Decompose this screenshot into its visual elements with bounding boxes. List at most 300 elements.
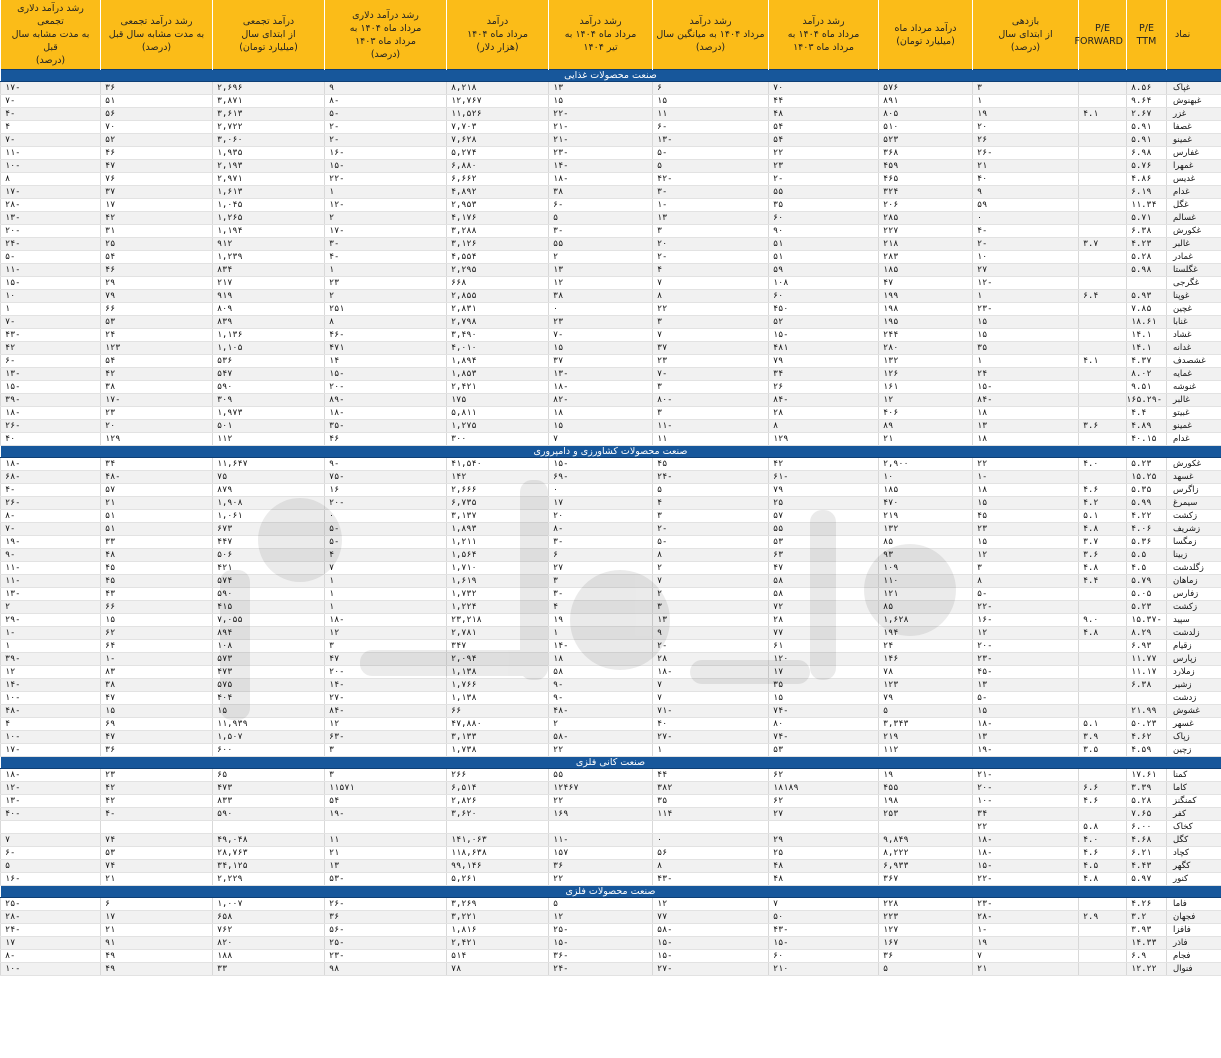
pe-forward-cell: [1079, 264, 1127, 277]
cumulative-usd-growth-cell: -۲۵: [1, 898, 101, 911]
pe-forward-cell: ۳.۷: [1079, 238, 1127, 251]
ytd-return-cell: ۲۰: [973, 121, 1079, 134]
pe-ttm-cell: ۴۰.۱۵: [1127, 433, 1167, 446]
monthly-revenue-cell: ۱۹: [879, 769, 973, 782]
usd-growth-yoy-cell: -۲۰: [325, 381, 447, 394]
cumulative-growth-cell: ۱۲۹: [101, 433, 213, 446]
growth-yoy-cell: -۷۴: [769, 705, 879, 718]
cumulative-revenue-cell: ۵۳۶: [213, 355, 325, 368]
pe-ttm-cell: ۵.۲۸: [1127, 251, 1167, 264]
pe-forward-cell: ۴.۴: [1079, 575, 1127, 588]
ytd-return-cell: ۱۰: [973, 251, 1079, 264]
pe-forward-cell: [1079, 433, 1127, 446]
growth-mom-cell: ۱۵: [549, 420, 653, 433]
cumulative-revenue-cell: ۶۷۳: [213, 523, 325, 536]
cumulative-revenue-cell: ۵۹۰: [213, 808, 325, 821]
cumulative-usd-growth-cell: -۱۸: [1, 458, 101, 471]
ytd-return-cell: -۲۱: [973, 769, 1079, 782]
cumulative-revenue-cell: ۸۳۴: [213, 264, 325, 277]
monthly-revenue-cell: ۱,۶۲۸: [879, 614, 973, 627]
growth-mom-cell: ۲۲: [549, 795, 653, 808]
symbol-cell: فجام: [1167, 950, 1221, 963]
cumulative-growth-cell: ۸۳: [101, 666, 213, 679]
growth-vs-avg-cell: -۲: [653, 523, 769, 536]
cumulative-usd-growth-cell: -۲۴: [1, 238, 101, 251]
pe-forward-cell: ۴.۰: [1079, 458, 1127, 471]
table-row: [1, 497, 1221, 510]
cumulative-revenue-cell: ۵۹۰: [213, 588, 325, 601]
pe-forward-cell: [1079, 303, 1127, 316]
growth-vs-avg-cell: -۸۰: [653, 394, 769, 407]
symbol-cell: غدانه: [1167, 342, 1221, 355]
usd-growth-yoy-cell: -۵: [325, 523, 447, 536]
cumulative-usd-growth-cell: -۴: [1, 484, 101, 497]
usd-revenue-cell: ۱,۶۱۹: [447, 575, 549, 588]
ytd-return-cell: ۳۵: [973, 342, 1079, 355]
growth-mom-cell: -۹: [549, 679, 653, 692]
cumulative-usd-growth-cell: ۱۲: [1, 666, 101, 679]
usd-growth-yoy-cell: ۱۲: [325, 718, 447, 731]
cumulative-growth-cell: ۱۷: [101, 199, 213, 212]
growth-yoy-cell: ۲۵: [769, 497, 879, 510]
growth-yoy-cell: ۵۵: [769, 523, 879, 536]
pe-forward-cell: ۳.۷: [1079, 536, 1127, 549]
symbol-cell: زشریف: [1167, 523, 1221, 536]
pe-ttm-cell: ۵.۳۶: [1127, 536, 1167, 549]
growth-vs-avg-cell: ۱۱۴: [653, 808, 769, 821]
usd-revenue-cell: ۴۷,۸۸۰: [447, 718, 549, 731]
table-row: [1, 510, 1221, 523]
pe-ttm-cell: ۱۲.۲۲: [1127, 963, 1167, 976]
monthly-revenue-cell: ۲۴۴: [879, 329, 973, 342]
cumulative-revenue-cell: ۱,۲۶۵: [213, 212, 325, 225]
symbol-cell: غدام: [1167, 186, 1221, 199]
growth-yoy-cell: ۲۷: [769, 808, 879, 821]
pe-forward-cell: [1079, 407, 1127, 420]
symbol-cell: زلدشت: [1167, 627, 1221, 640]
ytd-return-cell: -۴۵: [973, 666, 1079, 679]
growth-vs-avg-cell: -۲: [653, 640, 769, 653]
ytd-return-cell: -۱۲: [973, 277, 1079, 290]
cumulative-usd-growth-cell: -۱۹: [1, 536, 101, 549]
growth-yoy-cell: ۲۱۰: [769, 963, 879, 976]
ytd-return-cell: -۱: [973, 924, 1079, 937]
cumulative-revenue-cell: ۵۷۵: [213, 679, 325, 692]
cumulative-revenue-cell: ۸۷۹: [213, 484, 325, 497]
pe-ttm-cell: ۵۰.۲۳: [1127, 718, 1167, 731]
usd-growth-yoy-cell: -۹: [325, 458, 447, 471]
growth-yoy-cell: ۵۰: [769, 911, 879, 924]
symbol-cell: زقیام: [1167, 640, 1221, 653]
cumulative-growth-cell: ۷۹: [101, 290, 213, 303]
cumulative-usd-growth-cell: -۸: [1, 510, 101, 523]
cumulative-usd-growth-cell: -۱۱: [1, 147, 101, 160]
pe-forward-cell: ۴.۰: [1079, 834, 1127, 847]
symbol-cell: زملارد: [1167, 666, 1221, 679]
header-pe-ttm: P/E TTM: [1127, 0, 1167, 70]
usd-growth-yoy-cell: ۱: [325, 601, 447, 614]
growth-yoy-cell: ۴۲: [769, 458, 879, 471]
growth-vs-avg-cell: ۳: [653, 316, 769, 329]
cumulative-growth-cell: [101, 821, 213, 834]
monthly-revenue-cell: ۴۵۹: [879, 160, 973, 173]
usd-revenue-cell: ۱,۲۲۴: [447, 601, 549, 614]
usd-revenue-cell: ۱,۷۶۶: [447, 679, 549, 692]
cumulative-usd-growth-cell: -۲۶: [1, 497, 101, 510]
growth-yoy-cell: ۲۵: [769, 847, 879, 860]
growth-mom-cell: -۱۱: [549, 834, 653, 847]
symbol-cell: زکشت: [1167, 510, 1221, 523]
pe-forward-cell: [1079, 134, 1127, 147]
symbol-cell: کچاد: [1167, 847, 1221, 860]
cumulative-growth-cell: ۴۵: [101, 562, 213, 575]
cumulative-usd-growth-cell: -۱۴: [1, 679, 101, 692]
ytd-return-cell: -۱۸: [973, 718, 1079, 731]
growth-mom-cell: ۵۸: [549, 666, 653, 679]
pe-ttm-cell: ۲۱.۹۹: [1127, 705, 1167, 718]
growth-mom-cell: -۱۳: [549, 368, 653, 381]
table-row: [1, 769, 1221, 782]
growth-mom-cell: -۴۸: [549, 705, 653, 718]
growth-yoy-cell: ۶۱: [769, 640, 879, 653]
symbol-cell: غنوشه: [1167, 381, 1221, 394]
cumulative-growth-cell: ۴۷: [101, 731, 213, 744]
pe-ttm-cell: ۵.۹۳: [1127, 290, 1167, 303]
usd-growth-yoy-cell: -۴۶: [325, 329, 447, 342]
pe-forward-cell: [1079, 937, 1127, 950]
usd-growth-yoy-cell: -۸۹: [325, 394, 447, 407]
cumulative-revenue-cell: ۸۹۴: [213, 627, 325, 640]
pe-ttm-cell: ۱۴.۳۳: [1127, 937, 1167, 950]
growth-vs-avg-cell: ۸: [653, 860, 769, 873]
growth-vs-avg-cell: -۵۸: [653, 924, 769, 937]
ytd-return-cell: ۴۰: [973, 173, 1079, 186]
cumulative-revenue-cell: ۱۱,۹۳۹: [213, 718, 325, 731]
cumulative-growth-cell: ۱۲۳: [101, 342, 213, 355]
growth-mom-cell: ۱۵: [549, 342, 653, 355]
cumulative-usd-growth-cell: -۴۳: [1, 329, 101, 342]
cumulative-growth-cell: ۳۴: [101, 458, 213, 471]
table-row: [1, 420, 1221, 433]
growth-vs-avg-cell: ۷: [653, 575, 769, 588]
usd-revenue-cell: ۲,۰۹۴: [447, 653, 549, 666]
monthly-revenue-cell: ۸۹۱: [879, 95, 973, 108]
cumulative-growth-cell: ۴۳: [101, 588, 213, 601]
growth-vs-avg-cell: -۶: [653, 121, 769, 134]
usd-growth-yoy-cell: -۱۲: [325, 199, 447, 212]
growth-yoy-cell: ۵۸: [769, 575, 879, 588]
pe-forward-cell: [1079, 212, 1127, 225]
cumulative-revenue-cell: ۲۱۷: [213, 277, 325, 290]
usd-revenue-cell: ۲,۷۸۱: [447, 627, 549, 640]
usd-revenue-cell: ۲۶۶: [447, 769, 549, 782]
pe-forward-cell: [1079, 277, 1127, 290]
ytd-return-cell: ۳: [973, 82, 1079, 95]
growth-vs-avg-cell: ۷۷: [653, 911, 769, 924]
monthly-revenue-cell: ۲۱: [879, 433, 973, 446]
ytd-return-cell: ۲۴: [973, 368, 1079, 381]
pe-forward-cell: ۴.۸: [1079, 562, 1127, 575]
table-row: [1, 679, 1221, 692]
growth-vs-avg-cell: ۱۲: [653, 898, 769, 911]
symbol-cell: زپاک: [1167, 731, 1221, 744]
growth-yoy-cell: ۷۷: [769, 627, 879, 640]
usd-revenue-cell: ۲,۴۲۱: [447, 381, 549, 394]
cumulative-usd-growth-cell: -۲۸: [1, 199, 101, 212]
symbol-cell: غگرجی: [1167, 277, 1221, 290]
monthly-revenue-cell: ۱۲۷: [879, 924, 973, 937]
pe-ttm-cell: ۸.۵۶: [1127, 82, 1167, 95]
growth-vs-avg-cell: ۳: [653, 601, 769, 614]
pe-ttm-cell: ۵.۹۱: [1127, 134, 1167, 147]
ytd-return-cell: ۲۲: [973, 821, 1079, 834]
symbol-cell: غشوش: [1167, 705, 1221, 718]
growth-vs-avg-cell: ۳: [653, 407, 769, 420]
growth-vs-avg-cell: ۳: [653, 510, 769, 523]
growth-yoy-cell: ۷: [769, 898, 879, 911]
cumulative-revenue-cell: ۴۷۳: [213, 782, 325, 795]
cumulative-usd-growth-cell: -۳۹: [1, 653, 101, 666]
pe-forward-cell: [1079, 963, 1127, 976]
growth-vs-avg-cell: ۱۵: [653, 95, 769, 108]
cumulative-usd-growth-cell: -۱۰: [1, 731, 101, 744]
table-row: [1, 821, 1221, 834]
cumulative-growth-cell: ۶۴: [101, 640, 213, 653]
cumulative-growth-cell: ۵۳: [101, 316, 213, 329]
cumulative-usd-growth-cell: -۱۱: [1, 562, 101, 575]
cumulative-revenue-cell: ۷۶۲: [213, 924, 325, 937]
cumulative-usd-growth-cell: ۱: [1, 640, 101, 653]
monthly-revenue-cell: ۵۷۶: [879, 82, 973, 95]
ytd-return-cell: ۲۱: [973, 963, 1079, 976]
symbol-cell: غکورش: [1167, 225, 1221, 238]
growth-mom-cell: ۳۷: [549, 355, 653, 368]
pe-ttm-cell: ۹.۵۱: [1127, 381, 1167, 394]
usd-revenue-cell: ۱,۷۱۰: [447, 562, 549, 575]
growth-mom-cell: ۵: [549, 212, 653, 225]
symbol-cell: غالبر: [1167, 394, 1221, 407]
growth-vs-avg-cell: -۱۳: [653, 134, 769, 147]
ytd-return-cell: ۱۲: [973, 549, 1079, 562]
usd-revenue-cell: ۲,۴۲۱: [447, 937, 549, 950]
cumulative-growth-cell: ۳۶: [101, 82, 213, 95]
usd-growth-yoy-cell: -۲۷: [325, 692, 447, 705]
cumulative-revenue-cell: ۶۵۸: [213, 911, 325, 924]
usd-revenue-cell: ۴,۰۱۰: [447, 342, 549, 355]
symbol-cell: فاذر: [1167, 937, 1221, 950]
section-title: صنعت محصولات کشاورزی و دامپروری: [1, 446, 1221, 458]
pe-forward-cell: ۵.۸: [1079, 821, 1127, 834]
cumulative-revenue-cell: ۱,۲۳۹: [213, 251, 325, 264]
symbol-cell: غزر: [1167, 108, 1221, 121]
pe-ttm-cell: ۶.۹: [1127, 950, 1167, 963]
pe-forward-cell: [1079, 808, 1127, 821]
growth-yoy-cell: -۱۵: [769, 937, 879, 950]
monthly-revenue-cell: ۸۹: [879, 420, 973, 433]
usd-growth-yoy-cell: -۳۵: [325, 420, 447, 433]
pe-forward-cell: [1079, 601, 1127, 614]
growth-yoy-cell: ۶۲: [769, 769, 879, 782]
growth-mom-cell: ۱۹: [549, 614, 653, 627]
growth-mom-cell: ۱۸: [549, 653, 653, 666]
cumulative-usd-growth-cell: -۱۳: [1, 212, 101, 225]
cumulative-growth-cell: ۵۶: [101, 108, 213, 121]
monthly-revenue-cell: ۱۲۱: [879, 588, 973, 601]
cumulative-usd-growth-cell: -۶: [1, 355, 101, 368]
table-row: [1, 601, 1221, 614]
pe-forward-cell: [1079, 381, 1127, 394]
usd-revenue-cell: ۱,۸۱۶: [447, 924, 549, 937]
usd-growth-yoy-cell: -۷۵: [325, 471, 447, 484]
monthly-revenue-cell: ۲۱۹: [879, 510, 973, 523]
cumulative-revenue-cell: ۴۲۱: [213, 562, 325, 575]
growth-mom-cell: ۵۵: [549, 769, 653, 782]
usd-revenue-cell: ۲,۸۳۱: [447, 303, 549, 316]
cumulative-revenue-cell: ۱,۵۰۷: [213, 731, 325, 744]
cumulative-growth-cell: ۳۷: [101, 186, 213, 199]
growth-vs-avg-cell: ۵: [653, 484, 769, 497]
ytd-return-cell: ۲۱: [973, 160, 1079, 173]
growth-mom-cell: -۲۴: [549, 963, 653, 976]
growth-yoy-cell: ۱۲۰: [769, 653, 879, 666]
growth-vs-avg-cell: ۴۵: [653, 458, 769, 471]
cumulative-growth-cell: ۷۴: [101, 834, 213, 847]
ytd-return-cell: ۲۳: [973, 523, 1079, 536]
cumulative-revenue-cell: ۱,۰۰۷: [213, 898, 325, 911]
symbol-cell: غبهنوش: [1167, 95, 1221, 108]
monthly-revenue-cell: ۱۹۹: [879, 290, 973, 303]
table-row: [1, 303, 1221, 316]
cumulative-growth-cell: ۲۱: [101, 873, 213, 886]
monthly-revenue-cell: ۴۷۰: [879, 497, 973, 510]
cumulative-growth-cell: ۵۴: [101, 251, 213, 264]
usd-growth-yoy-cell: -۲۰: [325, 497, 447, 510]
ytd-return-cell: ۳۴: [973, 808, 1079, 821]
ytd-return-cell: -۱: [973, 471, 1079, 484]
cumulative-revenue-cell: ۲,۶۹۶: [213, 82, 325, 95]
symbol-cell: غالبر: [1167, 238, 1221, 251]
usd-revenue-cell: ۲,۸۵۵: [447, 290, 549, 303]
usd-growth-yoy-cell: -۱۶: [325, 147, 447, 160]
pe-ttm-cell: ۴.۴: [1127, 407, 1167, 420]
growth-vs-avg-cell: ۷: [653, 277, 769, 290]
header-monthly-revenue: درآمد مرداد ماه (میلیارد تومان): [879, 0, 973, 70]
cumulative-usd-growth-cell: -۴۸: [1, 705, 101, 718]
usd-growth-yoy-cell: -۲: [325, 134, 447, 147]
cumulative-revenue-cell: ۱,۰۴۵: [213, 199, 325, 212]
header-ytd-return: بازدهی از ابتدای سال (درصد): [973, 0, 1079, 70]
symbol-cell: غگل: [1167, 199, 1221, 212]
usd-revenue-cell: ۱,۱۳۸: [447, 692, 549, 705]
pe-ttm-cell: ۵.۹۷: [1127, 873, 1167, 886]
cumulative-usd-growth-cell: ۲: [1, 601, 101, 614]
table-row: [1, 562, 1221, 575]
usd-growth-yoy-cell: ۸: [325, 316, 447, 329]
cumulative-usd-growth-cell: -۱۱: [1, 264, 101, 277]
ytd-return-cell: ۱۳: [973, 679, 1079, 692]
growth-mom-cell: ۱۲۴۶۷: [549, 782, 653, 795]
header-pe-forward: P/E FORWARD: [1079, 0, 1127, 70]
monthly-revenue-cell: ۱۹۸: [879, 303, 973, 316]
growth-mom-cell: ۱۵: [549, 95, 653, 108]
cumulative-usd-growth-cell: -۶۸: [1, 471, 101, 484]
growth-vs-avg-cell: -۱۵: [653, 937, 769, 950]
table-row: [1, 95, 1221, 108]
growth-mom-cell: ۱۳: [549, 264, 653, 277]
monthly-revenue-cell: ۱۱۲: [879, 744, 973, 757]
growth-vs-avg-cell: ۰: [653, 834, 769, 847]
growth-mom-cell: -۷: [549, 329, 653, 342]
cumulative-growth-cell: ۴۲: [101, 368, 213, 381]
growth-mom-cell: -۸۲: [549, 394, 653, 407]
usd-revenue-cell: ۱,۸۵۳: [447, 368, 549, 381]
cumulative-usd-growth-cell: ۱۷: [1, 937, 101, 950]
growth-yoy-cell: ۱۲۹: [769, 433, 879, 446]
monthly-revenue-cell: ۲۲۷: [879, 225, 973, 238]
usd-growth-yoy-cell: ۹: [325, 82, 447, 95]
growth-mom-cell: -۳: [549, 536, 653, 549]
table-row: [1, 847, 1221, 860]
pe-ttm-cell: ۴.۶۸: [1127, 834, 1167, 847]
cumulative-revenue-cell: ۹۱۲: [213, 238, 325, 251]
pe-ttm-cell: ۴.۵۹: [1127, 744, 1167, 757]
monthly-revenue-cell: ۱۲۳: [879, 679, 973, 692]
table-row: [1, 108, 1221, 121]
cumulative-growth-cell: ۴۵: [101, 575, 213, 588]
usd-growth-yoy-cell: ۴۷۱: [325, 342, 447, 355]
pe-ttm-cell: ۵.۷۶: [1127, 160, 1167, 173]
growth-mom-cell: -۳: [549, 225, 653, 238]
cumulative-usd-growth-cell: -۱۸: [1, 407, 101, 420]
cumulative-growth-cell: ۲۳: [101, 407, 213, 420]
pe-ttm-cell: ۶.۹۸: [1127, 147, 1167, 160]
monthly-revenue-cell: ۱۲: [879, 394, 973, 407]
monthly-revenue-cell: ۱۰۹: [879, 562, 973, 575]
cumulative-growth-cell: ۴۲: [101, 782, 213, 795]
pe-forward-cell: ۶.۴: [1079, 290, 1127, 303]
cumulative-growth-cell: ۴۶: [101, 264, 213, 277]
symbol-cell: غسهد: [1167, 471, 1221, 484]
growth-mom-cell: ۵۵: [549, 238, 653, 251]
usd-revenue-cell: ۲,۹۵۳: [447, 199, 549, 212]
ytd-return-cell: -۲۶: [973, 147, 1079, 160]
pe-forward-cell: [1079, 394, 1127, 407]
cumulative-usd-growth-cell: -۲۴: [1, 924, 101, 937]
symbol-cell: زبینا: [1167, 549, 1221, 562]
section-header: [1, 70, 1221, 82]
growth-yoy-cell: ۵۸: [769, 588, 879, 601]
cumulative-revenue-cell: ۱,۱۹۴: [213, 225, 325, 238]
monthly-revenue-cell: ۸۰۵: [879, 108, 973, 121]
growth-vs-avg-cell: ۱۱: [653, 108, 769, 121]
symbol-cell: غصفا: [1167, 121, 1221, 134]
pe-ttm-cell: ۴.۲۳: [1127, 238, 1167, 251]
table-row: [1, 588, 1221, 601]
monthly-revenue-cell: ۳۶۸: [879, 147, 973, 160]
cumulative-revenue-cell: ۷۵: [213, 471, 325, 484]
ytd-return-cell: -۱۵: [973, 860, 1079, 873]
pe-forward-cell: ۹.۰: [1079, 614, 1127, 627]
growth-mom-cell: -۲۵: [549, 924, 653, 937]
symbol-cell: کمنا: [1167, 769, 1221, 782]
pe-forward-cell: ۴.۸: [1079, 873, 1127, 886]
pe-ttm-cell: ۵.۹۱: [1127, 121, 1167, 134]
ytd-return-cell: ۰: [973, 212, 1079, 225]
cumulative-revenue-cell: ۱۸۸: [213, 950, 325, 963]
growth-mom-cell: ۴: [549, 601, 653, 614]
header-cumulative-growth: رشد درآمد تجمعی به مدت مشابه سال قبل (درصد): [101, 0, 213, 70]
monthly-revenue-cell: ۱۰: [879, 471, 973, 484]
